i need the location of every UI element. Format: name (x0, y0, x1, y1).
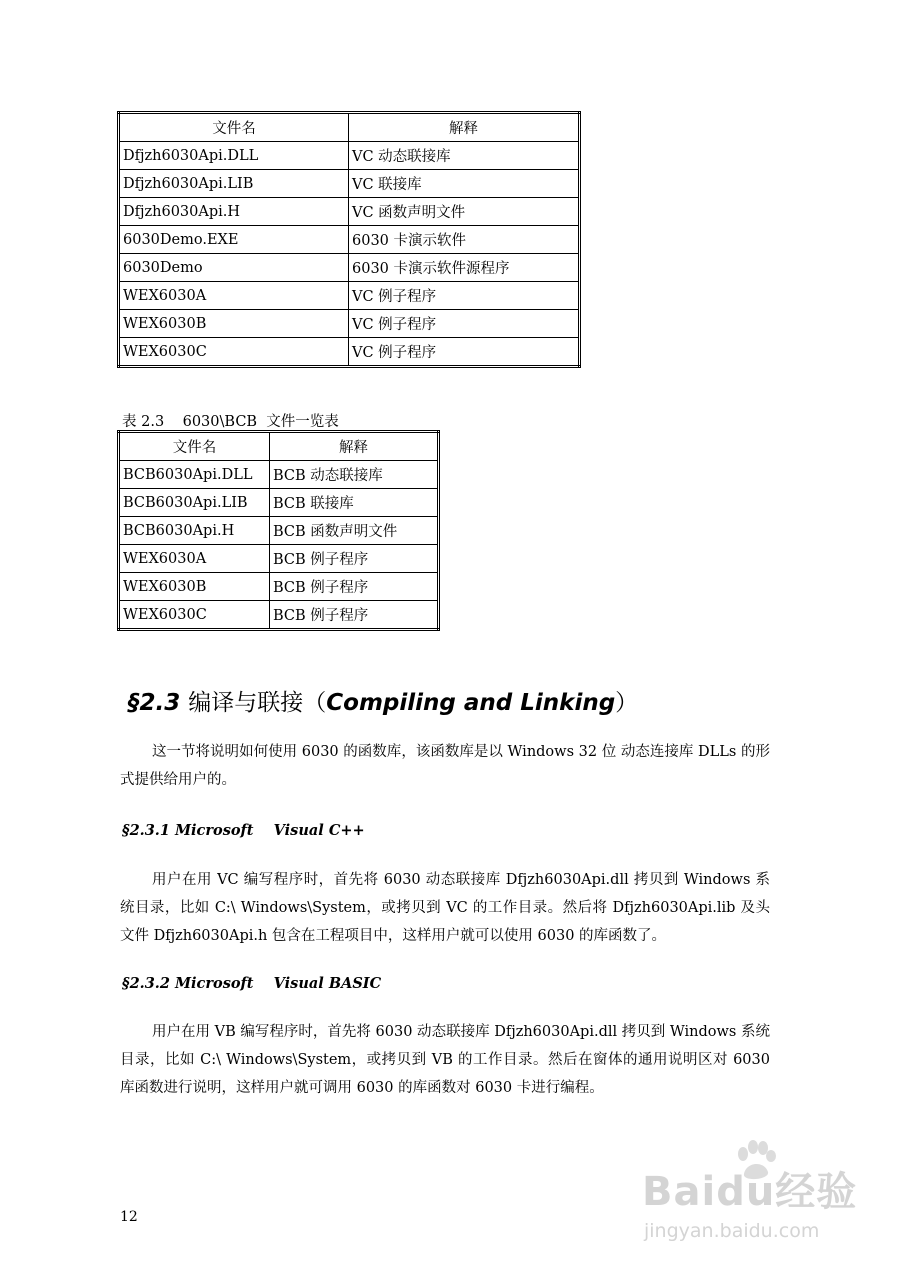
filename-cell: Dfjzh6030Api.H (119, 198, 349, 226)
description-cell: BCB 例子程序 (270, 601, 439, 630)
table-row (119, 226, 580, 254)
table-row (119, 489, 439, 517)
section-title-cn: 编译与联接（ (188, 690, 327, 716)
watermark-logo: Baidu经验 (642, 1169, 858, 1215)
table-row (119, 338, 580, 367)
filename-cell: BCB6030Api.H (119, 517, 270, 545)
watermark-url: jingyan.baidu.com (644, 1220, 820, 1242)
table-header-row (119, 432, 439, 461)
table-row (119, 254, 580, 282)
table-caption: 表 2.3 6030\BCB 文件一览表 (122, 414, 339, 430)
page-number: 12 (120, 1209, 138, 1225)
description-cell: VC 例子程序 (349, 338, 580, 367)
watermark (642, 1140, 862, 1270)
paragraph-vb: 用户在用 VB 编写程序时，首先将 6030 动态联接库 Dfjzh6030Api.dll 拷贝到 Windows 系统目录，比如 C:\ Windows\System，或拷贝到 VB 的工作目录。然后在窗体的通用说明区对 6030 库函数进行说明，这样用户就可调用 6030 的库函数对 6030 卡进行编程。 (120, 1024, 770, 1096)
file-table-bcb (117, 430, 440, 631)
section-heading (128, 684, 638, 717)
filename-cell: WEX6030A (119, 282, 349, 310)
paragraph-vc: 用户在用 VC 编写程序时，首先将 6030 动态联接库 Dfjzh6030Api.dll 拷贝到 Windows 系统目录，比如 C:\ Windows\System，或拷贝到 VC 的工作目录。然后将 Dfjzh6030Api.lib 及头文件 Dfjzh6030Api.h 包含在工程项目中，这样用户就可以使用 6030 的库函数了。 (120, 872, 770, 944)
filename-cell: WEX6030B (119, 573, 270, 601)
description-cell: VC 函数声明文件 (349, 198, 580, 226)
description-cell: VC 例子程序 (349, 310, 580, 338)
table-row (119, 461, 439, 489)
filename-cell: 6030Demo (119, 254, 349, 282)
section-title-en: Compiling and Linking (326, 690, 616, 716)
description-cell: VC 联接库 (349, 170, 580, 198)
intro-paragraph: 这一节将说明如何使用 6030 的函数库，该函数库是以 Windows 32 位 动态连接库 DLLs 的形式提供给用户的。 (120, 744, 770, 788)
header-filename: 文件名 (119, 113, 349, 142)
description-cell: BCB 例子程序 (270, 545, 439, 573)
table-row (119, 310, 580, 338)
filename-cell: WEX6030C (119, 601, 270, 630)
description-cell: VC 动态联接库 (349, 142, 580, 170)
table-row (119, 573, 439, 601)
filename-cell: Dfjzh6030Api.DLL (119, 142, 349, 170)
description-cell: 6030 卡演示软件 (349, 226, 580, 254)
table-header-row (119, 113, 580, 142)
filename-cell: Dfjzh6030Api.LIB (119, 170, 349, 198)
table-row (119, 282, 580, 310)
table-row (119, 601, 439, 630)
table-row (119, 198, 580, 226)
description-cell: 6030 卡演示软件源程序 (349, 254, 580, 282)
filename-cell: BCB6030Api.LIB (119, 489, 270, 517)
table-row (119, 545, 439, 573)
description-cell: BCB 联接库 (270, 489, 439, 517)
description-cell: BCB 函数声明文件 (270, 517, 439, 545)
table-row (119, 170, 580, 198)
filename-cell: 6030Demo.EXE (119, 226, 349, 254)
file-table-vc (117, 111, 581, 368)
header-description: 解释 (270, 432, 439, 461)
subsection-heading-vc: §2.3.1 Microsoft Visual C++ (122, 822, 365, 839)
section-title-close: ） (615, 690, 639, 716)
filename-cell: WEX6030A (119, 545, 270, 573)
filename-cell: BCB6030Api.DLL (119, 461, 270, 489)
header-filename: 文件名 (119, 432, 270, 461)
header-description: 解释 (349, 113, 580, 142)
table-row (119, 517, 439, 545)
filename-cell: WEX6030B (119, 310, 349, 338)
description-cell: BCB 动态联接库 (270, 461, 439, 489)
filename-cell: WEX6030C (119, 338, 349, 367)
description-cell: BCB 例子程序 (270, 573, 439, 601)
table-row (119, 142, 580, 170)
section-number: §2.3 (128, 690, 181, 716)
subsection-heading-vb: §2.3.2 Microsoft Visual BASIC (122, 975, 382, 992)
description-cell: VC 例子程序 (349, 282, 580, 310)
